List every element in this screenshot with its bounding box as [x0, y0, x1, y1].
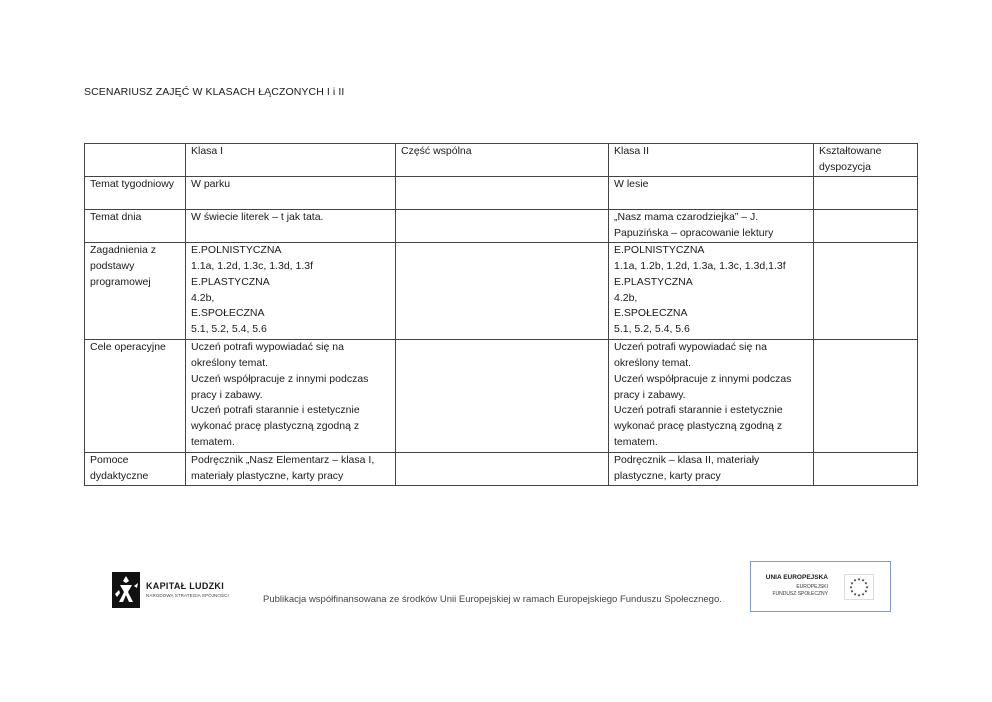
table-row: [85, 339, 918, 452]
cell-line: W parku: [191, 178, 231, 190]
cell-klasa-2: [609, 452, 814, 485]
cell-klasa-1: [186, 242, 396, 339]
kapital-ludzki-logo-icon: [112, 572, 140, 608]
eu-star-icon: ★: [849, 584, 853, 590]
cell-dyspozycja: [814, 177, 918, 210]
table-row: [85, 210, 918, 243]
cell-line: 4.2b,: [191, 291, 215, 304]
cell-line: Uczeń współpracuje z innymi podczas pracy i zabawy.: [191, 372, 369, 401]
header-klasa-2: Klasa II: [609, 144, 814, 177]
eu-star-icon: ★: [865, 584, 869, 590]
cell-klasa-1: [186, 452, 396, 485]
cell-line: Uczeń współpracuje z innymi podczas pracy i zabawy.: [614, 372, 792, 401]
cell-line: 5.1, 5.2, 5.4, 5.6: [191, 323, 267, 336]
eu-star-icon: ★: [861, 591, 865, 597]
cell-line: W świecie literek – t jak tata.: [191, 211, 324, 223]
table-body: [85, 177, 918, 486]
eu-logo-box: [750, 561, 891, 612]
cell-line: Podręcznik „Nasz Elementarz – klasa I, materiały plastyczne, karty pracy: [191, 453, 375, 482]
eu-line-1: UNIA EUROPEJSKA: [765, 574, 828, 581]
cell-line: 4.2b,: [614, 291, 638, 304]
cell-line: E.PLASTYCZNA: [191, 275, 270, 288]
cell-dyspozycja: [814, 242, 918, 339]
row-label: Temat tygodniowy: [85, 177, 186, 210]
cell-klasa-2: [609, 242, 814, 339]
cell-dyspozycja: [814, 452, 918, 485]
cell-line: Uczeń potrafi wypowiadać się na określony temat.: [614, 340, 767, 369]
table-row: [85, 242, 918, 339]
cell-line: 5.1, 5.2, 5.4, 5.6: [614, 323, 690, 336]
cell-line: Uczeń potrafi starannie i estetycznie wykonać pracę plastyczną zgodną z tematem.: [191, 404, 360, 449]
page-title: SCENARIUSZ ZAJĘĆ W KLASACH ŁĄCZONYCH I i II: [84, 86, 345, 98]
eu-star-icon: ★: [853, 591, 857, 597]
table-row: [85, 452, 918, 485]
cell-line: 1.1a, 1.2d, 1.3c, 1.3d, 1.3f: [191, 259, 314, 272]
cell-line: W lesie: [614, 178, 649, 190]
cell-line: 1.1a, 1.2b, 1.2d, 1.3a, 1.3c, 1.3d,1.3f: [614, 259, 786, 272]
eu-star-icon: ★: [861, 577, 865, 583]
cell-czesc-wspolna: [396, 177, 609, 210]
eu-stars-icon: [844, 574, 874, 600]
eu-star-icon: ★: [864, 580, 868, 586]
cell-klasa-1: [186, 210, 396, 243]
footer-funding-text: Publikacja współfinansowana ze środków Unii Europejskiej w ramach Europejskiego Funduszu Społecznego.: [263, 594, 722, 605]
kapital-ludzki-name: KAPITAŁ LUDZKI: [146, 581, 225, 591]
cell-line: E.POLNISTYCZNA: [614, 243, 705, 256]
row-label: Cele operacyjne: [85, 339, 186, 452]
header-czesc-wspolna: Część wspólna: [396, 144, 609, 177]
cell-czesc-wspolna: [396, 452, 609, 485]
eu-star-icon: ★: [864, 588, 868, 594]
cell-klasa-2: [609, 339, 814, 452]
eu-star-icon: ★: [853, 577, 857, 583]
header-empty: [85, 144, 186, 177]
table-header-row: [85, 144, 918, 177]
eu-star-icon: ★: [857, 592, 861, 598]
cell-klasa-2: [609, 177, 814, 210]
eu-line-3: FUNDUSZ SPOŁECZNY: [772, 591, 828, 597]
row-label: Pomoce dydaktyczne: [85, 452, 186, 485]
cell-czesc-wspolna: [396, 339, 609, 452]
kapital-ludzki-subtitle: NARODOWA STRATEGIA SPÓJNOŚCI: [146, 593, 229, 598]
header-klasa-1: Klasa I: [186, 144, 396, 177]
cell-line: E.PLASTYCZNA: [614, 275, 693, 288]
cell-line: Uczeń potrafi wypowiadać się na określony temat.: [191, 340, 344, 369]
cell-dyspozycja: [814, 210, 918, 243]
cell-line: Uczeń potrafi starannie i estetycznie wykonać pracę plastyczną zgodną z tematem.: [614, 404, 783, 449]
cell-line: E.SPOŁECZNA: [191, 307, 265, 320]
cell-klasa-1: [186, 177, 396, 210]
cell-line: E.POLNISTYCZNA: [191, 243, 282, 256]
cell-line: Podręcznik – klasa II, materiały plastyczne, karty pracy: [614, 453, 760, 482]
cell-klasa-2: [609, 210, 814, 243]
table-row: [85, 177, 918, 210]
eu-star-icon: ★: [850, 580, 854, 586]
cell-dyspozycja: [814, 339, 918, 452]
cell-line: „Nasz mama czarodziejka” – J. Papuzińska – opracowanie lektury: [614, 211, 774, 239]
cell-czesc-wspolna: [396, 242, 609, 339]
lesson-table: [84, 143, 918, 486]
eu-star-icon: ★: [857, 576, 861, 582]
row-label: Zagadnienia z podstawy programowej: [85, 242, 186, 339]
eu-line-2: EUROPEJSKI: [796, 584, 828, 590]
cell-line: E.SPOŁECZNA: [614, 307, 688, 320]
cell-klasa-1: [186, 339, 396, 452]
header-dyspozycja: Kształtowane dyspozycja: [814, 144, 918, 177]
eu-star-icon: ★: [850, 588, 854, 594]
row-label: Temat dnia: [85, 210, 186, 243]
cell-czesc-wspolna: [396, 210, 609, 243]
kapital-ludzki-logo: [112, 572, 242, 610]
